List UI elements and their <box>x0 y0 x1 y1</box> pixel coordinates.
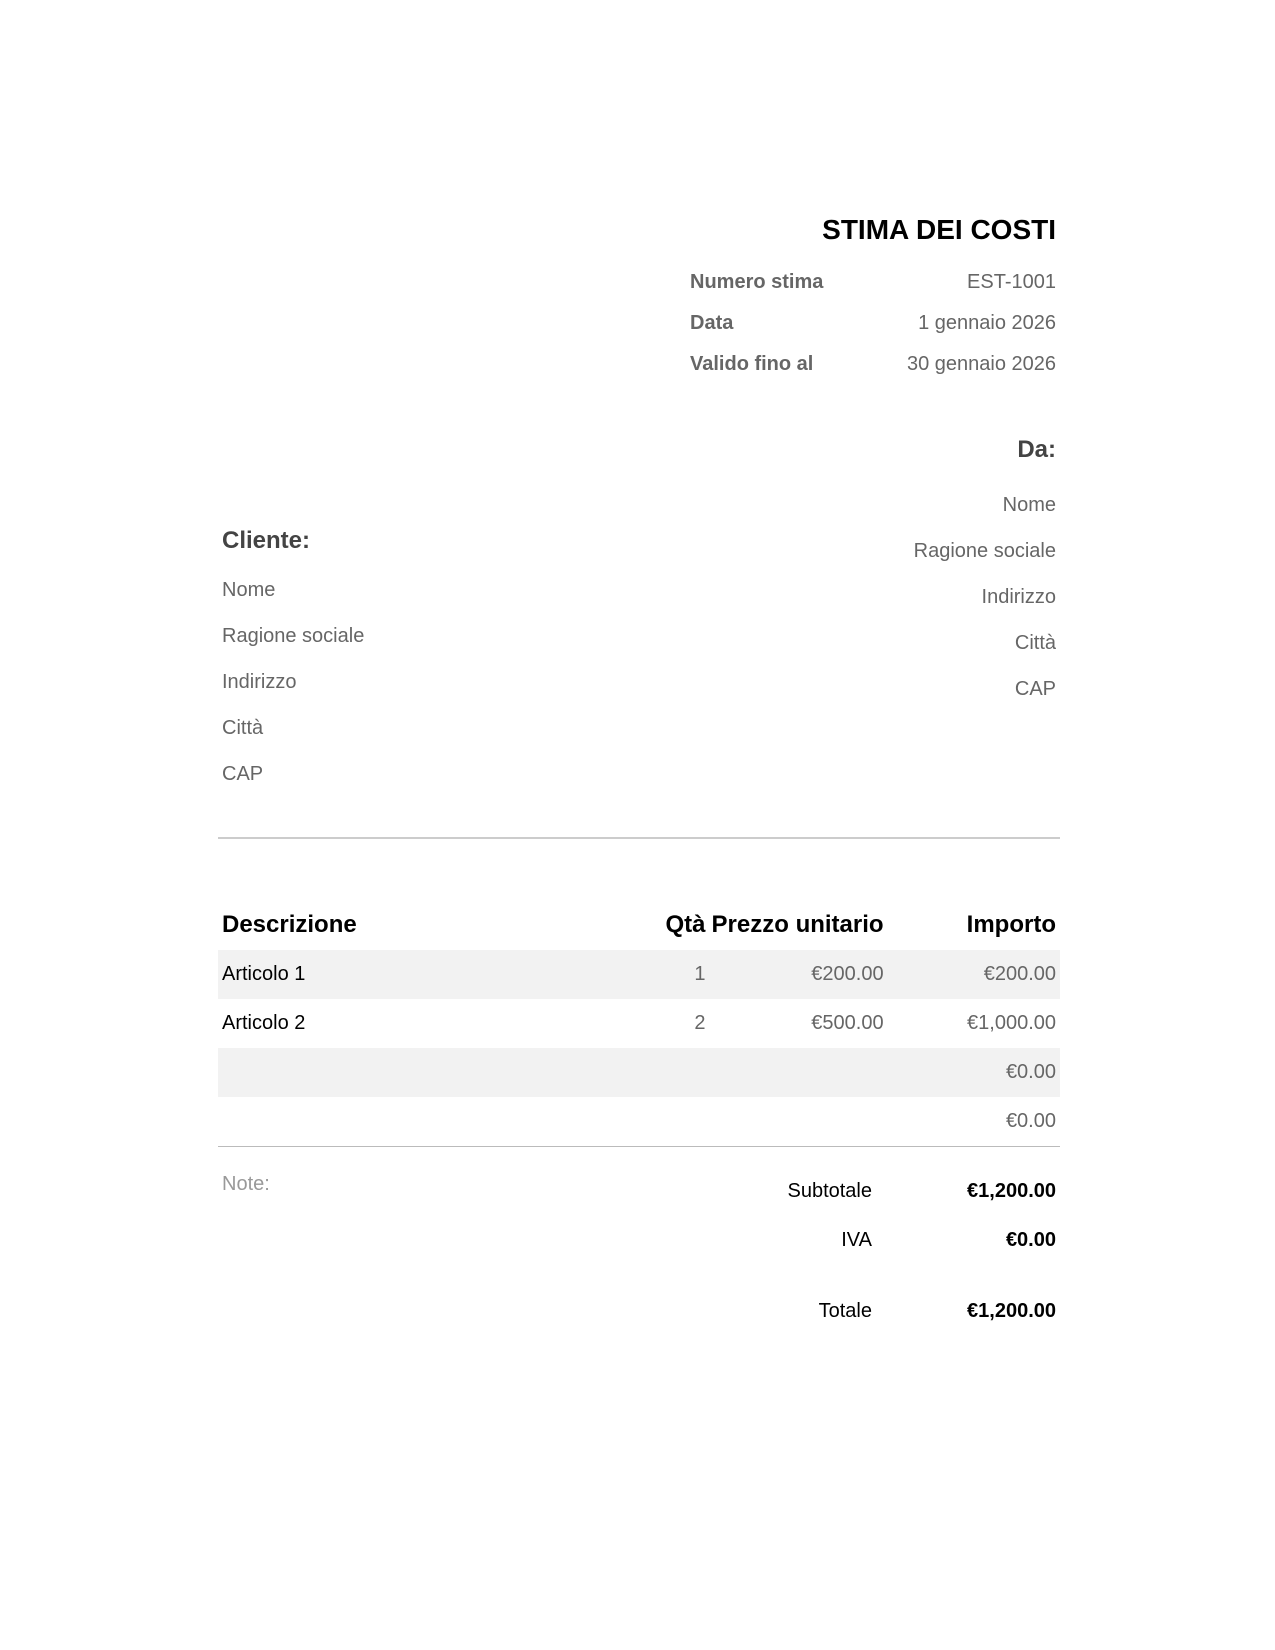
client-company: Ragione sociale <box>222 625 365 647</box>
estimate-page <box>218 0 1060 1650</box>
document-title: STIMA DEI COSTI <box>822 214 1056 245</box>
total-value: €1,200.00 <box>967 1299 1056 1322</box>
table-row <box>218 1048 1060 1097</box>
tax-label: IVA <box>841 1228 872 1251</box>
from-company: Ragione sociale <box>913 540 1056 562</box>
header-qty: Qtà <box>665 911 706 938</box>
header-amount: Importo <box>966 911 1056 938</box>
client-city: Città <box>222 717 264 739</box>
estimate-meta <box>690 262 1056 385</box>
items-table <box>218 900 1060 1147</box>
meta-row-valid-until <box>690 344 1056 385</box>
row-unit-price: €200.00 <box>811 963 884 985</box>
header-unit-price: Prezzo unitario <box>711 911 884 938</box>
row-qty: 1 <box>694 963 706 985</box>
table-row <box>218 950 1060 999</box>
total-label: Totale <box>818 1299 872 1322</box>
row-qty: 2 <box>694 1012 706 1034</box>
header-description: Descrizione <box>222 911 357 938</box>
meta-label: Numero stima <box>690 271 824 293</box>
section-divider <box>218 837 1060 839</box>
subtotal-row <box>218 1171 1060 1211</box>
from-address: Indirizzo <box>981 586 1056 608</box>
meta-value: 1 gennaio 2026 <box>918 312 1056 334</box>
from-city: Città <box>1014 632 1056 654</box>
from-zip: CAP <box>1014 678 1056 700</box>
tax-value: €0.00 <box>1005 1228 1056 1251</box>
row-description: Articolo 1 <box>222 963 306 985</box>
meta-row-date <box>690 303 1056 344</box>
subtotal-value: €1,200.00 <box>967 1179 1056 1202</box>
row-description: Articolo 2 <box>222 1012 306 1034</box>
notes-label: Note: <box>222 1173 270 1195</box>
total-row <box>218 1291 1060 1331</box>
tax-row <box>218 1220 1060 1260</box>
meta-row-number <box>690 262 1056 303</box>
from-name: Nome <box>1002 494 1056 516</box>
row-amount: €200.00 <box>983 963 1056 985</box>
meta-value: EST-1001 <box>967 271 1056 293</box>
client-block <box>222 527 364 797</box>
items-bottom-rule <box>218 1146 1060 1147</box>
client-zip: CAP <box>222 763 264 785</box>
client-address: Indirizzo <box>222 671 297 693</box>
row-amount: €0.00 <box>1005 1061 1056 1083</box>
row-amount: €0.00 <box>1005 1110 1056 1132</box>
row-unit-price: €500.00 <box>811 1012 884 1034</box>
client-heading: Cliente: <box>222 527 311 554</box>
meta-value: 30 gennaio 2026 <box>906 353 1056 375</box>
items-header-row <box>218 900 1060 950</box>
meta-label: Valido fino al <box>690 353 814 375</box>
subtotal-label: Subtotale <box>787 1179 872 1202</box>
from-block <box>914 436 1056 712</box>
table-row <box>218 999 1060 1048</box>
from-heading: Da: <box>1017 436 1056 463</box>
table-row <box>218 1097 1060 1146</box>
row-amount: €1,000.00 <box>967 1012 1056 1034</box>
meta-label: Data <box>690 312 734 334</box>
client-name: Nome <box>222 579 276 601</box>
